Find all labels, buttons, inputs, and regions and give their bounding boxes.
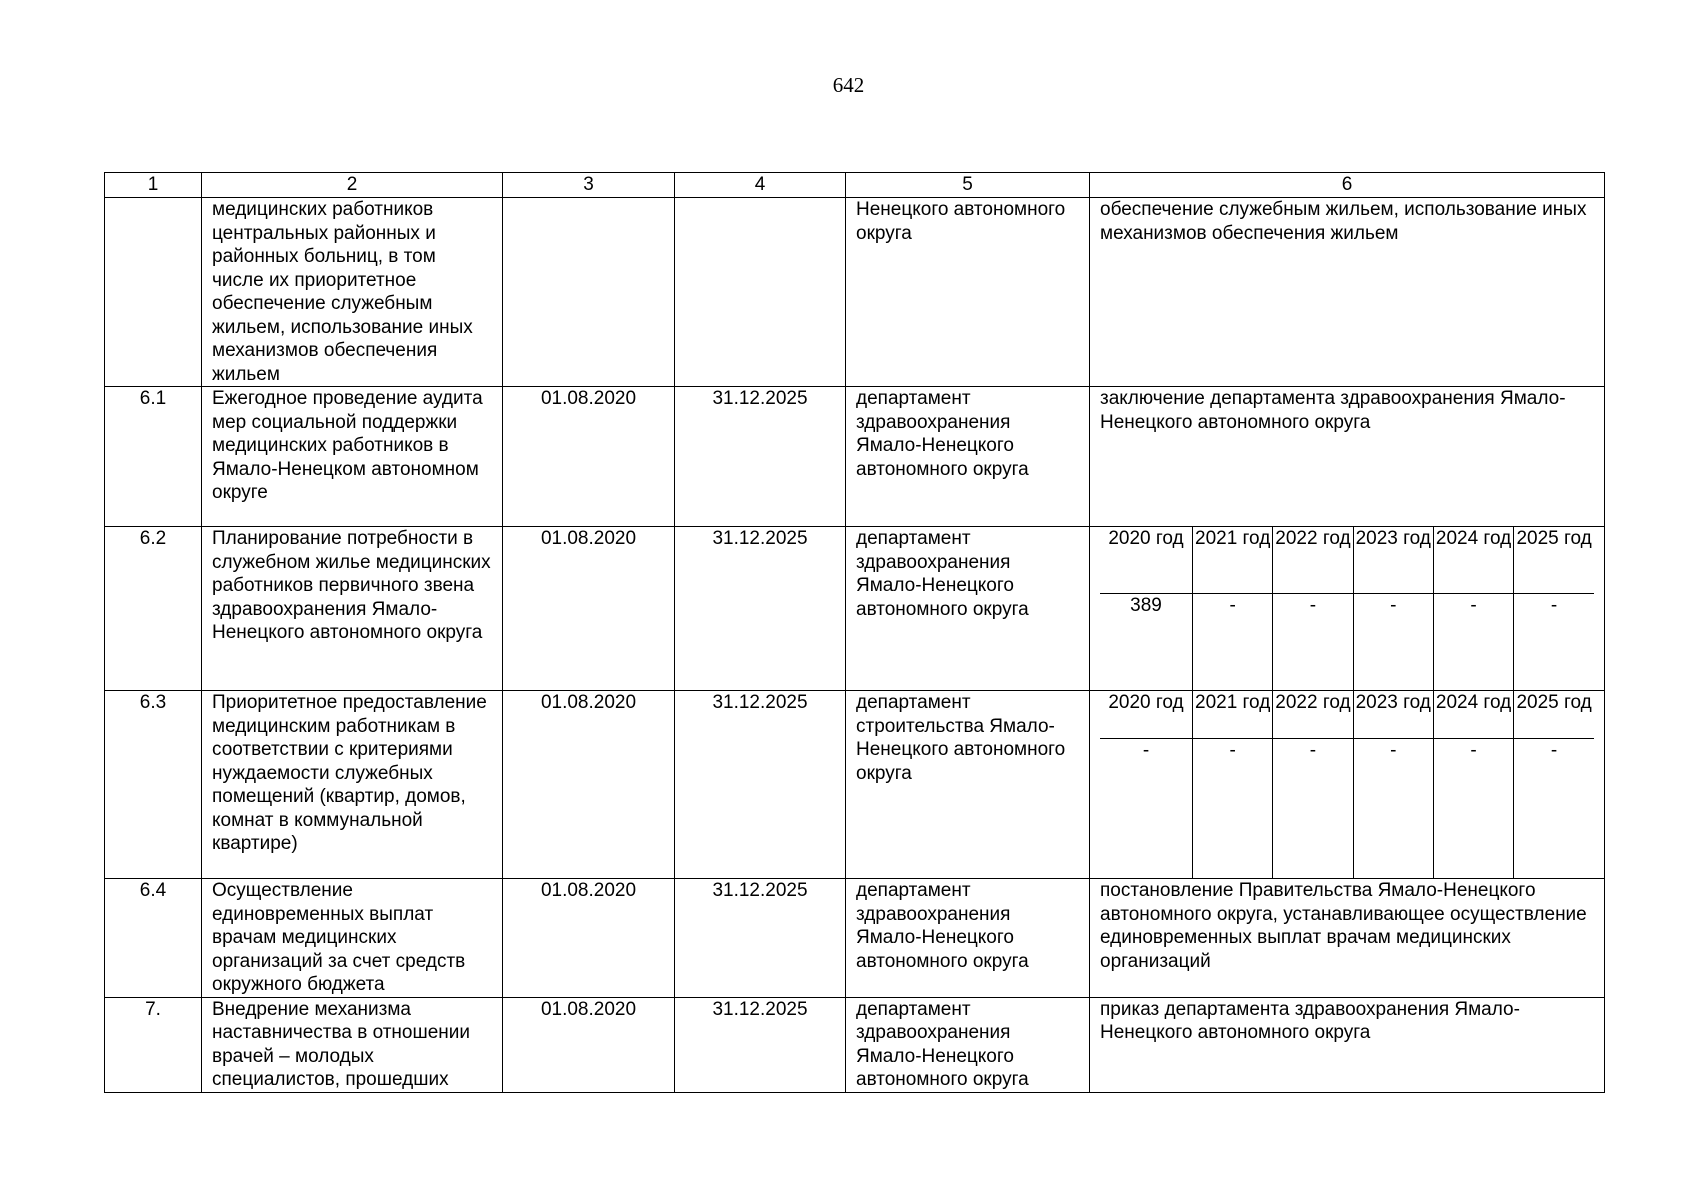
year-value: - [1550, 594, 1558, 616]
years-header-row [1100, 691, 1594, 738]
row-number [105, 198, 202, 387]
year-label: 2020 год [1100, 527, 1193, 593]
table-header-row [105, 173, 1605, 198]
column-header: 4 [675, 173, 846, 198]
start-date: 01.08.2020 [503, 387, 675, 527]
page-number: 642 [832, 73, 865, 97]
result: постановление Правительства Ямало-Ненецкого автономного округа, устанавливающее осуществление единовременных выплат врачам медицинских организаций [1090, 879, 1605, 998]
responsible: департамент здравоохранения Ямало-Ненецкого автономного округа [846, 387, 1090, 527]
year-label: 2024 год [1433, 691, 1513, 738]
year-value: - [1193, 738, 1273, 878]
year-label: 2022 год [1273, 691, 1353, 738]
column-header: 6 [1090, 173, 1605, 198]
responsible: департамент здравоохранения Ямало-Ненецкого автономного округа [846, 527, 1090, 691]
result: приказ департамента здравоохранения Ямало-Ненецкого автономного округа [1090, 997, 1605, 1092]
column-header: 2 [202, 173, 503, 198]
measure-text: Планирование потребности в служебном жилье медицинских работников первичного звена здравоохранения Ямало-Ненецкого автономного округа [202, 527, 503, 691]
years-table [1100, 691, 1594, 878]
years-header-row [1100, 527, 1594, 593]
column-header: 3 [503, 173, 675, 198]
result: обеспечение служебным жильем, использование иных механизмов обеспечения жильем [1090, 198, 1605, 387]
end-date: 31.12.2025 [675, 527, 846, 691]
start-date: 01.08.2020 [503, 527, 675, 691]
years-values-row [1100, 593, 1594, 690]
year-value: - [1193, 593, 1273, 690]
table-row [105, 997, 1605, 1092]
year-label: 2025 год [1514, 691, 1594, 738]
table-row [105, 879, 1605, 998]
table-row [105, 198, 1605, 387]
end-date: 31.12.2025 [675, 997, 846, 1092]
measure-text: медицинских работников центральных районных и районных больниц, в том числе их приоритетное обеспечение служебным жильем, использование иных механизмов обеспечения жильем [202, 198, 503, 387]
table-row [105, 387, 1605, 527]
year-label: 2022 год [1273, 527, 1353, 593]
year-label: 2021 год [1193, 527, 1273, 593]
responsible: департамент здравоохранения Ямало-Ненецкого автономного округа [846, 997, 1090, 1092]
year-value: - [1273, 738, 1353, 878]
result: заключение департамента здравоохранения Ямало-Ненецкого автономного округа [1090, 387, 1605, 527]
year-label: 2023 год [1353, 527, 1433, 593]
measure-text: Осуществление единовременных выплат врачам медицинских организаций за счет средств окружного бюджета [202, 879, 503, 998]
start-date: 01.08.2020 [503, 879, 675, 998]
year-value: - [1273, 593, 1353, 690]
responsible: департамент здравоохранения Ямало-Ненецкого автономного округа [846, 879, 1090, 998]
year-label: 2021 год [1193, 691, 1273, 738]
column-header: 5 [846, 173, 1090, 198]
responsible: Ненецкого автономного округа [846, 198, 1090, 387]
year-value: - [1100, 738, 1193, 878]
measures-table [104, 172, 1605, 1093]
year-label: 2024 год [1433, 527, 1513, 593]
measure-text: Внедрение механизма наставничества в отношении врачей – молодых специалистов, прошедших [202, 997, 503, 1092]
yearly-values [1090, 527, 1605, 691]
end-date: 31.12.2025 [675, 691, 846, 879]
year-label: 2023 год [1353, 691, 1433, 738]
year-label: 2020 год [1100, 691, 1193, 738]
measure-text: Ежегодное проведение аудита мер социальной поддержки медицинских работников в Ямало-Ненецком автономном округе [202, 387, 503, 527]
end-date: 31.12.2025 [675, 879, 846, 998]
year-value: - [1353, 738, 1433, 878]
column-header: 1 [105, 173, 202, 198]
measure-text: Приоритетное предоставление медицинским работникам в соответствии с критериями нуждаемости служебных помещений (квартир, домов, комнат в коммунальной квартире) [202, 691, 503, 879]
year-value: 389 [1100, 593, 1193, 690]
year-value: - [1433, 593, 1513, 690]
years-values-row [1100, 738, 1594, 878]
end-date: 31.12.2025 [675, 387, 846, 527]
row-number: 6.4 [105, 879, 202, 998]
end-date [675, 198, 846, 387]
row-number: 6.1 [105, 387, 202, 527]
responsible: департамент строительства Ямало-Ненецкого автономного округа [846, 691, 1090, 879]
row-number: 6.2 [105, 527, 202, 691]
year-value: - [1433, 738, 1513, 878]
table-row [105, 527, 1605, 691]
table-row [105, 691, 1605, 879]
year-value: - [1353, 593, 1433, 690]
year-value: - [1550, 739, 1558, 761]
start-date [503, 198, 675, 387]
row-number: 6.3 [105, 691, 202, 879]
row-number: 7. [105, 997, 202, 1092]
years-table [1100, 527, 1594, 690]
year-label: 2025 год [1514, 527, 1594, 593]
start-date: 01.08.2020 [503, 997, 675, 1092]
yearly-values [1090, 691, 1605, 879]
start-date: 01.08.2020 [503, 691, 675, 879]
